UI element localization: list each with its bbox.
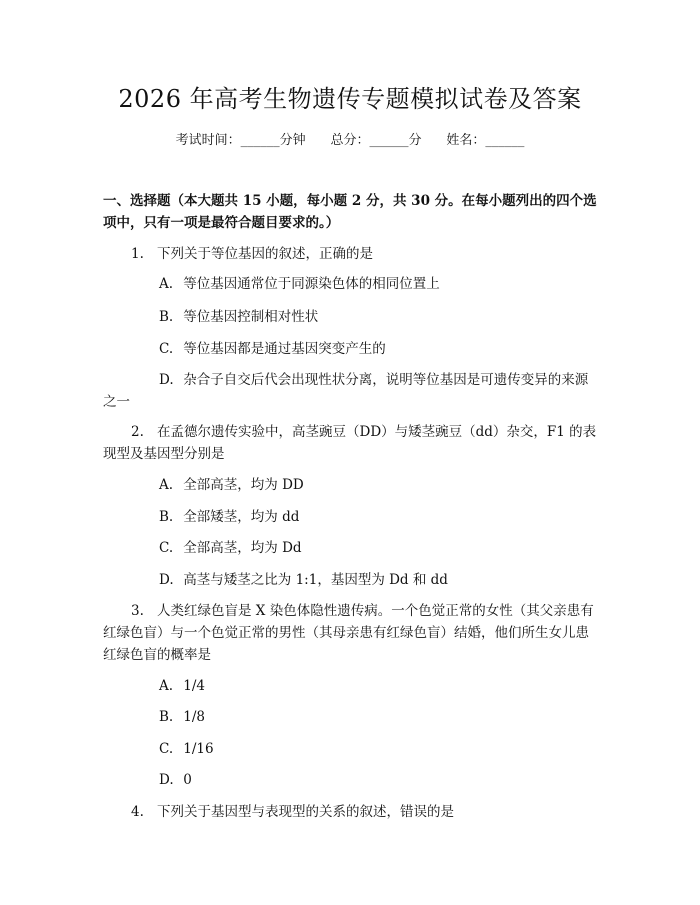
- question-1-option-d: D. 杂合子自交后代会出现性状分离，说明等位基因是可遗传变异的来源之一: [103, 372, 589, 410]
- question-2-option-a: A. 全部高茎，均为 DD: [159, 477, 304, 493]
- name-label: 姓名：: [446, 133, 486, 148]
- section-heading: 一、选择题（本大题共 15 小题，每小题 2 分，共 30 分。在每小题列出的四个选项中，只有一项是最符合题目要求的。）: [103, 193, 597, 231]
- question-3-option-c: C. 1/16: [159, 741, 214, 757]
- question-3-option-b: B. 1/8: [159, 709, 206, 725]
- question-3-option-a: A. 1/4: [159, 678, 206, 694]
- score-label: 总分：: [330, 133, 370, 148]
- time-label: 考试时间：: [175, 133, 241, 148]
- name-blank: ______: [485, 133, 525, 148]
- exam-meta-line: [0, 131, 700, 151]
- question-text: 下列关于基因型与表现型的关系的叙述，错误的是: [157, 804, 454, 820]
- question-4-stem: [103, 801, 597, 823]
- score-blank: ______: [369, 133, 409, 148]
- question-2-stem: [103, 421, 597, 465]
- question-text: 下列关于等位基因的叙述，正确的是: [157, 246, 373, 262]
- question-3-stem: [103, 600, 597, 666]
- question-number: 3.: [131, 603, 144, 619]
- question-1-stem: [103, 243, 597, 265]
- page-title: 2026 年高考生物遗传专题模拟试卷及答案: [118, 85, 582, 113]
- question-1-option-a: A. 等位基因通常位于同源染色体的相同位置上: [159, 276, 440, 292]
- question-2-option-d: D. 高茎与矮茎之比为 1:1，基因型为 Dd 和 dd: [159, 572, 448, 588]
- score-unit: 分: [408, 133, 422, 148]
- time-unit: 分钟: [279, 133, 306, 148]
- time-blank: ______: [240, 133, 280, 148]
- question-number: 4.: [131, 804, 144, 820]
- question-3-option-d: D. 0: [159, 772, 192, 788]
- question-2-option-c: C. 全部高茎，均为 Dd: [159, 540, 302, 556]
- question-2-option-b: B. 全部矮茎，均为 dd: [159, 509, 300, 525]
- question-1-option-c: C. 等位基因都是通过基因突变产生的: [159, 341, 386, 357]
- question-number: 2.: [131, 424, 144, 440]
- question-text: 在孟德尔遗传实验中，高茎豌豆（DD）与矮茎豌豆（dd）杂交，F1 的表现型及基因型分别是: [103, 424, 597, 462]
- question-1-option-b: B. 等位基因控制相对性状: [159, 309, 319, 325]
- question-number: 1.: [131, 246, 144, 262]
- question-text: 人类红绿色盲是 X 染色体隐性遗传病。一个色觉正常的女性（其父亲患有红绿色盲）与一个色觉正常的男性（其母亲患有红绿色盲）结婚，他们所生女儿患红绿色盲的概率是: [103, 603, 594, 663]
